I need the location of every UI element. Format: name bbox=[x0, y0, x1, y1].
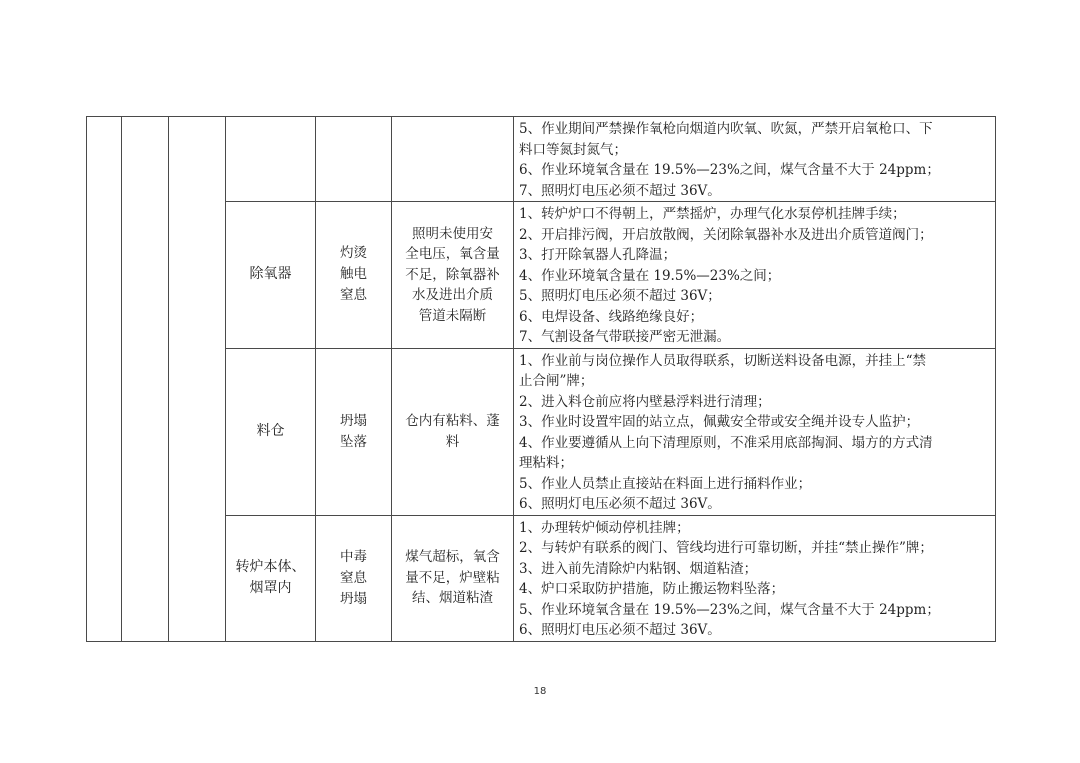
measure-line: 4、作业要遵循从上向下清理原则，不准采用底部掏洞、塌方的方式清 bbox=[519, 434, 933, 451]
measure-line: 5、照明灯电压必须不超过 36V； bbox=[519, 288, 721, 304]
accident-type-label: 中毒 bbox=[340, 548, 367, 565]
location-cell bbox=[226, 348, 316, 515]
measures-cell bbox=[514, 117, 996, 202]
page-number: 18 bbox=[533, 686, 547, 697]
location-label: 转炉本体、 bbox=[235, 559, 306, 575]
measure-line: 6、作业环境氧含量在 19.5%—23%之间，煤气含量不大于 24ppm； bbox=[519, 162, 940, 178]
hazard-line: 料 bbox=[445, 433, 460, 450]
hazard-line: 管道未隔断 bbox=[418, 307, 487, 324]
hazard-line: 煤气超标，氧含 bbox=[405, 549, 500, 566]
hazard-cell bbox=[392, 515, 514, 641]
hazard-line: 全电压，氧含量 bbox=[405, 246, 500, 262]
measure-line: 7、气割设备气带联接严密无泄漏。 bbox=[519, 329, 731, 345]
measure-line: 5、作业人员禁止直接站在料面上进行捅料作业； bbox=[519, 475, 812, 492]
hazard-line: 水及进出介质 bbox=[412, 287, 493, 303]
measure-line: 2、开启排污阀，开启放散阀，关闭除氧器补水及进出介质管道阀门； bbox=[519, 226, 933, 243]
accident-type-label: 坍塌 bbox=[340, 590, 367, 607]
hazard-line: 照明未使用安 bbox=[412, 225, 493, 242]
measure-line: 6、照明灯电压必须不超过 36V。 bbox=[519, 496, 721, 512]
accident-type-label: 灼烫 bbox=[340, 245, 367, 262]
measure-line: 2、进入料仓前应将内壁悬浮料进行清理； bbox=[519, 393, 771, 410]
hazard-cell bbox=[392, 117, 514, 202]
hazard-cell bbox=[392, 202, 514, 349]
measure-line: 1、转炉炉口不得朝上，严禁摇炉，办理气化水泵停机挂牌手续； bbox=[519, 206, 906, 222]
hazard-line: 量不足，炉壁粘 bbox=[405, 569, 500, 586]
measure-line: 料口等氮封氮气； bbox=[519, 141, 627, 158]
blank-column-cell-3 bbox=[169, 117, 226, 642]
measure-line: 6、电焊设备、线路绝缘良好； bbox=[519, 308, 704, 325]
hazard-cell bbox=[392, 348, 514, 515]
blank-column-cell-2 bbox=[122, 117, 169, 642]
measure-line: 理粘料； bbox=[519, 455, 573, 471]
measures-cell bbox=[514, 348, 996, 515]
measure-line: 7、照明灯电压必须不超过 36V。 bbox=[519, 182, 721, 199]
accident-type-label: 坍塌 bbox=[340, 412, 367, 429]
measure-line: 6、照明灯电压必须不超过 36V。 bbox=[519, 622, 721, 638]
measure-line: 3、进入前先清除炉内粘钢、烟道粘渣； bbox=[519, 560, 758, 577]
location-label: 料仓 bbox=[256, 423, 285, 439]
measure-line: 4、炉口采取防护措施，防止搬运物料坠落； bbox=[519, 581, 785, 597]
accident-type-label: 触电 bbox=[340, 266, 367, 283]
blank-column-cell-1 bbox=[87, 117, 122, 642]
location-label: 除氧器 bbox=[249, 266, 292, 283]
table-row bbox=[87, 117, 996, 202]
safety-measures-table bbox=[86, 116, 996, 642]
measure-line: 止合闸”牌； bbox=[519, 373, 594, 389]
hazard-line: 不足，除氧器补 bbox=[405, 266, 500, 283]
location-cell bbox=[226, 515, 316, 641]
location-label: 烟罩内 bbox=[249, 580, 292, 596]
accident-type-label: 坠落 bbox=[340, 433, 367, 450]
measure-line: 2、与转炉有联系的阀门、管线均进行可靠切断，并挂“禁止操作”牌； bbox=[519, 540, 933, 556]
measure-line: 3、作业时设置牢固的站立点，佩戴安全带或安全绳并设专人监护； bbox=[519, 414, 920, 430]
measure-line: 5、作业期间严禁操作氧枪向烟道内吹氧、吹氮，严禁开启氧枪口、下 bbox=[519, 121, 933, 137]
measure-line: 1、作业前与岗位操作人员取得联系，切断送料设备电源，并挂上“禁 bbox=[519, 352, 926, 369]
accident-type-cell bbox=[316, 202, 392, 349]
accident-type-cell bbox=[316, 348, 392, 515]
accident-type-cell bbox=[316, 117, 392, 202]
measures-cell bbox=[514, 202, 996, 349]
hazard-line: 结、烟道粘渣 bbox=[412, 590, 493, 607]
hazard-line: 仓内有粘料、蓬 bbox=[405, 413, 500, 429]
measure-line: 5、作业环境氧含量在 19.5%—23%之间，煤气含量不大于 24ppm； bbox=[519, 601, 940, 618]
location-cell bbox=[226, 202, 316, 349]
measures-cell bbox=[514, 515, 996, 641]
measure-line: 3、打开除氧器人孔降温； bbox=[519, 247, 677, 263]
accident-type-label: 窒息 bbox=[340, 569, 367, 586]
measure-line: 4、作业环境氧含量在 19.5%—23%之间； bbox=[519, 267, 781, 284]
accident-type-cell bbox=[316, 515, 392, 641]
accident-type-label: 窒息 bbox=[340, 287, 367, 304]
location-cell bbox=[226, 117, 316, 202]
measure-line: 1、办理转炉倾动停机挂牌； bbox=[519, 519, 690, 536]
